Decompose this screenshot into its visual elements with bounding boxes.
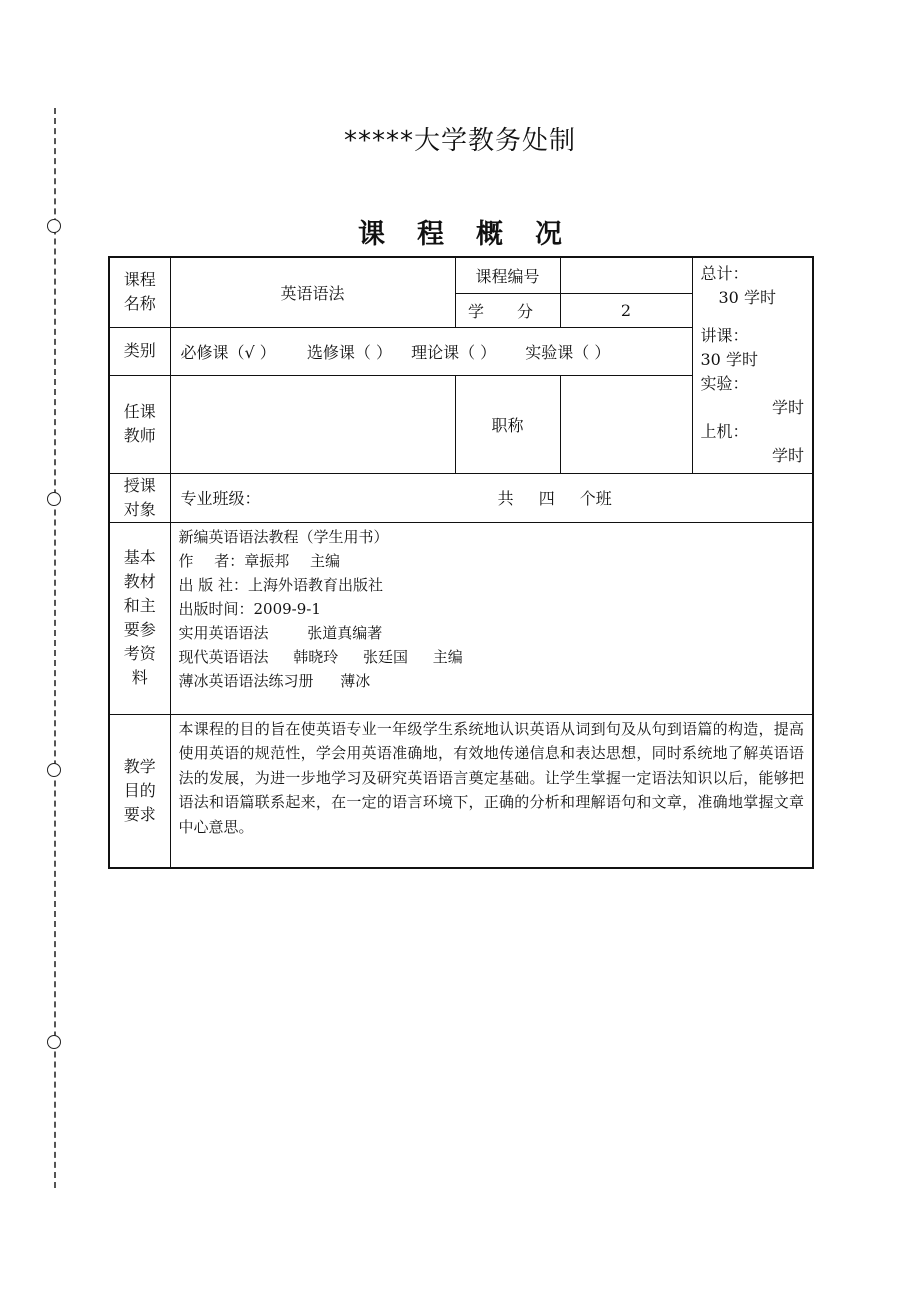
- material-item: 新编英语语法教程（学生用书）: [178, 527, 389, 546]
- binding-dashed-line: [54, 108, 56, 1188]
- credit-label: 学 分: [455, 293, 560, 327]
- binding-hole: [47, 492, 61, 506]
- material-item: 出版时间：2009-9-1: [178, 599, 321, 618]
- total-hours-label: 总计：: [700, 264, 749, 283]
- teacher-value: [170, 375, 455, 473]
- lecture-hours-value: 30 学时: [700, 350, 758, 369]
- job-title-value: [560, 375, 692, 473]
- goal-text: 本课程的目的旨在使英语专业一年级学生系统地认识英语从词到句及从句到语篇的构造，提高使用英语的规范性，学会用英语准确地，有效地传递信息和表达思想，同时系统地了解英语语法的发展，为进一步地学习及研究英语语言奠定基础。让学生掌握一定语法知识以后，能够把语法和语篇联系起来，在一定的语言环境下，正确的分析和理解语句和文章，准确地掌握文章中心意思。: [170, 714, 813, 868]
- binding-hole: [47, 1035, 61, 1049]
- course-name-label: 课程名称: [109, 257, 170, 327]
- teacher-label: 任课教师: [109, 375, 170, 473]
- audience-value: [170, 473, 813, 522]
- category-option-theory: 理论课（ ）: [411, 342, 497, 362]
- lecture-hours-label: 讲课：: [700, 326, 749, 345]
- lab-hours-value: 学时: [771, 398, 804, 417]
- lab-hours-label: 实验：: [700, 374, 749, 393]
- job-title-label: 职称: [455, 375, 560, 473]
- page-header: *****大学教务处制: [343, 126, 576, 156]
- goal-label: 教学目的要求: [109, 714, 170, 868]
- major-class-label: 专业班级：: [180, 489, 261, 508]
- binding-hole: [47, 763, 61, 777]
- computer-hours-label: 上机：: [700, 422, 749, 441]
- hours-cell: [692, 257, 813, 473]
- material-item: 薄冰英语语法练习册 薄冰: [178, 671, 371, 690]
- category-option-lab: 实验课（ ）: [525, 342, 611, 362]
- material-item: 作 者：章振邦 主编: [178, 551, 341, 570]
- credit-value: 2: [560, 293, 692, 327]
- course-code-value: [560, 257, 692, 293]
- course-name-value: 英语语法: [170, 257, 455, 327]
- materials-list: [170, 522, 813, 714]
- course-code-label: 课程编号: [455, 257, 560, 293]
- class-count: 共 四 个班: [497, 489, 612, 508]
- course-overview-table: [108, 256, 814, 869]
- audience-label: 授课对象: [109, 473, 170, 522]
- computer-hours-value: 学时: [771, 446, 804, 465]
- total-hours-value: 30 学时: [718, 288, 776, 307]
- category-option-required: 必修课（√ ）: [180, 342, 276, 362]
- category-option-elective: 选修课（ ）: [306, 342, 392, 362]
- material-item: 现代英语语法 韩晓玲 张廷国 主编: [178, 647, 463, 666]
- material-item: 出 版 社：上海外语教育出版社: [178, 575, 384, 594]
- category-options: [170, 327, 692, 375]
- materials-label: 基本教材和主要参考资料: [109, 522, 170, 714]
- category-label: 类别: [109, 327, 170, 375]
- page-title: 课程概况: [358, 219, 594, 250]
- material-item: 实用英语语法 张道真编著: [178, 623, 383, 642]
